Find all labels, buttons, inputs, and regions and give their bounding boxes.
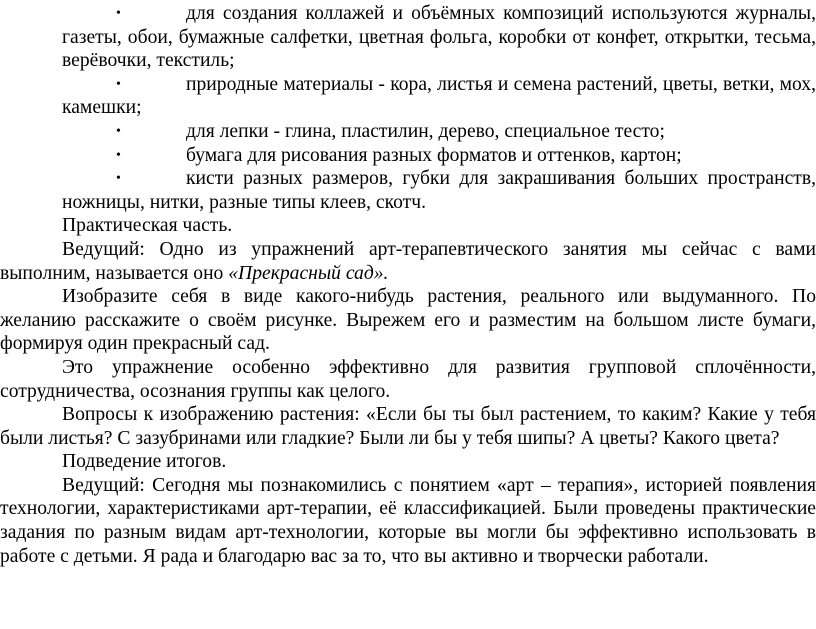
list-item-text: для лепки - глина, пластилин, дерево, специальное тесто; bbox=[186, 120, 665, 142]
bullet-icon: • bbox=[116, 171, 121, 187]
list-item-text: для создания коллажей и объёмных композиций используются журналы, газеты, обои, бумажные салфетки, цветная фольга, коробки от конфет, открытки, тесьма, верёвочки, текстиль; bbox=[62, 3, 816, 72]
bullet-icon: • bbox=[116, 147, 121, 163]
materials-list-item bbox=[0, 167, 816, 214]
host-intro-paragraph bbox=[0, 238, 816, 285]
document-page bbox=[0, 2, 816, 568]
instruction-paragraph: Изобразите себя в виде какого-нибудь растения, реального или выдуманного. По желанию расскажите о своём рисунке. Вырежем его и разместим на большом листе бумаги, формируя один прекрасный сад. bbox=[0, 286, 816, 355]
bullet-icon: • bbox=[116, 76, 121, 92]
bullet-icon: • bbox=[116, 123, 121, 139]
host-intro-text: Ведущий: Одно из упражнений арт-терапевтического занятия мы сейчас с вами выполним, называется оно bbox=[0, 238, 816, 284]
practical-heading: Практическая часть. bbox=[62, 215, 233, 237]
bullet-icon: • bbox=[116, 6, 121, 21]
list-item-text: природные материалы - кора, листья и семена растений, цветы, ветки, мох, камешки; bbox=[62, 73, 816, 119]
materials-list-item bbox=[0, 2, 816, 73]
effect-paragraph: Это упражнение особенно эффективно для развития групповой сплочённости, сотрудничества, осознания группы как целого. bbox=[0, 356, 816, 402]
materials-list-item bbox=[0, 73, 816, 120]
exercise-name: «Прекрасный сад». bbox=[228, 262, 389, 284]
materials-list-item bbox=[0, 144, 816, 168]
list-item-text: кисти разных размеров, губки для закрашивания больших пространств, ножницы, нитки, разные типы клеев, скотч. bbox=[62, 168, 816, 213]
materials-list-item bbox=[0, 120, 816, 144]
conclusion-paragraph: Ведущий: Сегодня мы познакомились с понятием «арт – терапия», историей появления технологии, характеристиками арт-терапии, её классификацией. Были проведены практические задания по разным видам арт-технологии, которые вы могли бы эффективно использовать в работе с детьми. Я рада и благодарю вас за то, что вы активно и творчески работали. bbox=[0, 474, 816, 567]
summary-heading: Подведение итогов. bbox=[62, 451, 227, 473]
questions-paragraph: Вопросы к изображению растения: «Если бы ты был растением, то каким? Какие у тебя были листья? С зазубринами или гладкие? Были ли бы у тебя шипы? А цветы? Какого цвета? bbox=[0, 404, 816, 449]
list-item-text: бумага для рисования разных форматов и оттенков, картон; bbox=[186, 144, 682, 166]
